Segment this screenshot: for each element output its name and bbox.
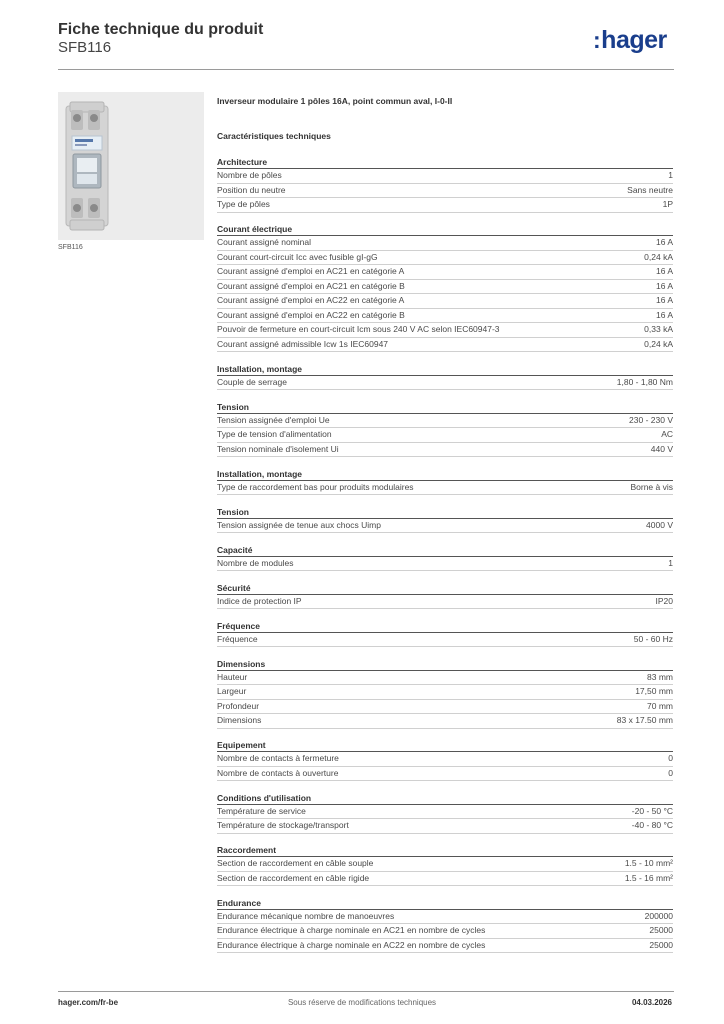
spec-label: Section de raccordement en câble rigide: [217, 872, 370, 883]
group-spacer: [217, 390, 673, 401]
spec-value: 50 - 60 Hz: [633, 633, 673, 644]
spec-label: Température de stockage/transport: [217, 820, 349, 830]
header-divider: [58, 69, 674, 70]
spec-row: [217, 338, 673, 353]
spec-group: [217, 506, 673, 534]
spec-row: [217, 633, 673, 648]
spec-value: 1: [668, 557, 673, 568]
group-spacer: [217, 834, 673, 845]
spec-group: [217, 582, 673, 610]
section-title: Caractéristiques techniques: [217, 131, 331, 141]
spec-label: Courant assigné d'emploi en AC22 en catégorie B: [217, 309, 405, 320]
spec-group-title: Conditions d'utilisation: [217, 792, 673, 805]
spec-group: [217, 897, 673, 954]
logo-colon-mark: :: [593, 27, 601, 53]
modular-switch-illustration: [58, 92, 204, 240]
spec-value: 200000: [644, 910, 673, 921]
spec-label: Courant assigné admissible Icw 1s IEC60947: [217, 338, 389, 349]
spec-value: 25000: [649, 925, 673, 935]
spec-label: Tension nominale d'isolement Ui: [217, 443, 339, 454]
spec-row: [217, 685, 673, 700]
product-image: [58, 92, 204, 240]
logo-text: hager: [601, 26, 667, 54]
spec-value: 0: [668, 753, 673, 763]
spec-value: 83 mm: [647, 671, 673, 682]
spec-row: [217, 557, 673, 572]
spec-row: [217, 819, 673, 834]
spec-label: Courant court-circuit Icc avec fusible gI-gG: [217, 251, 378, 262]
spec-group-title: Installation, montage: [217, 468, 673, 481]
group-spacer: [217, 533, 673, 544]
group-spacer: [217, 781, 673, 792]
spec-label: Nombre de contacts à fermeture: [217, 753, 339, 763]
spec-value: Borne à vis: [630, 481, 673, 492]
spec-group-title: Raccordement: [217, 844, 673, 857]
spec-label: Courant assigné d'emploi en AC21 en catégorie B: [217, 280, 405, 291]
spec-row: [217, 671, 673, 686]
spec-group: [217, 363, 673, 391]
spec-group-title: Courant électrique: [217, 223, 673, 236]
spec-value: 1,80 - 1,80 Nm: [616, 376, 673, 387]
spec-value: 16 A: [655, 266, 673, 276]
footer-disclaimer: Sous réserve de modifications techniques: [287, 998, 437, 1007]
group-spacer: [217, 213, 673, 224]
spec-value: 16 A: [655, 309, 673, 320]
spec-label: Tension assignée d'emploi Ue: [217, 414, 330, 425]
spec-value: 70 mm: [647, 700, 673, 711]
page-title: Fiche technique du produit: [58, 21, 264, 38]
spec-label: Dimensions: [217, 715, 262, 725]
spec-label: Courant assigné d'emploi en AC22 en catégorie A: [217, 295, 405, 305]
spec-value: -20 - 50 °C: [631, 805, 673, 816]
spec-row: [217, 924, 673, 939]
spec-label: Pouvoir de fermeture en court-circuit Icm sous 240 V AC selon IEC60947-3: [217, 324, 500, 334]
spec-value: AC: [661, 429, 673, 439]
spec-value: 440 V: [650, 443, 673, 454]
spec-group: [217, 401, 673, 458]
spec-label: Couple de serrage: [217, 376, 287, 387]
spec-label: Position du neutre: [217, 184, 286, 195]
spec-label: Largeur: [217, 686, 247, 696]
spec-label: Courant assigné d'emploi en AC21 en catégorie A: [217, 266, 405, 276]
spec-label: Tension assignée de tenue aux chocs Uimp: [217, 519, 381, 530]
spec-value: -40 - 80 °C: [631, 820, 673, 830]
group-spacer: [217, 352, 673, 363]
spec-label: Courant assigné nominal: [217, 237, 312, 247]
spec-row: [217, 309, 673, 324]
group-spacer: [217, 495, 673, 506]
spec-group: [217, 844, 673, 886]
spec-value: 16 A: [655, 295, 673, 305]
spec-label: Indice de protection IP: [217, 595, 302, 606]
group-spacer: [217, 609, 673, 620]
spec-value: IP20: [655, 595, 673, 606]
spec-row: [217, 805, 673, 820]
spec-group-title: Equipement: [217, 739, 673, 752]
spec-label: Température de service: [217, 805, 306, 816]
spec-row: [217, 872, 673, 887]
spec-row: [217, 251, 673, 266]
spec-label: Endurance mécanique nombre de manoeuvres: [217, 910, 395, 921]
spec-group: [217, 620, 673, 648]
spec-row: [217, 323, 673, 338]
spec-value: 17,50 mm: [635, 686, 673, 696]
spec-value: 16 A: [655, 280, 673, 291]
spec-label: Type de pôles: [217, 199, 270, 209]
group-spacer: [217, 886, 673, 897]
spec-row: [217, 752, 673, 767]
spec-row: [217, 714, 673, 729]
spec-value: 1: [668, 170, 673, 180]
group-spacer: [217, 457, 673, 468]
spec-row: [217, 294, 673, 309]
spec-row: [217, 767, 673, 782]
footer-divider: [58, 991, 674, 992]
spec-row: [217, 443, 673, 458]
spec-row: [217, 265, 673, 280]
spec-row: [217, 700, 673, 715]
spec-value: 1.5 - 16 mm²: [624, 872, 673, 883]
spec-group-title: Tension: [217, 401, 673, 414]
spec-value: 16 A: [655, 237, 673, 247]
spec-value: 25000: [649, 939, 673, 950]
spec-group-title: Sécurité: [217, 582, 673, 595]
spec-row: [217, 184, 673, 199]
spec-row: [217, 169, 673, 184]
spec-row: [217, 414, 673, 429]
spec-value: 1.5 - 10 mm²: [624, 858, 673, 868]
spec-value: 1P: [662, 199, 673, 209]
image-caption: SFB116: [58, 244, 83, 251]
spec-group: [217, 792, 673, 834]
spec-row: [217, 939, 673, 954]
spec-value: 0,24 kA: [644, 338, 673, 349]
spec-row: [217, 481, 673, 496]
spec-row: [217, 519, 673, 534]
spec-group-title: Capacité: [217, 544, 673, 557]
spec-row: [217, 376, 673, 391]
spec-label: Endurance électrique à charge nominale en AC21 en nombre de cycles: [217, 925, 486, 935]
spec-value: Sans neutre: [627, 184, 673, 195]
spec-value: 230 - 230 V: [629, 414, 673, 425]
group-spacer: [217, 647, 673, 658]
spec-label: Type de raccordement bas pour produits modulaires: [217, 481, 414, 492]
spec-group-title: Endurance: [217, 897, 673, 910]
spec-value: 0,24 kA: [644, 251, 673, 262]
group-spacer: [217, 729, 673, 740]
spec-value: 0,33 kA: [644, 324, 673, 334]
spec-label: Section de raccordement en câble souple: [217, 858, 374, 868]
spec-row: [217, 428, 673, 443]
group-spacer: [217, 571, 673, 582]
spec-group: [217, 739, 673, 781]
spec-group: [217, 156, 673, 213]
spec-label: Nombre de modules: [217, 557, 294, 568]
spec-label: Nombre de pôles: [217, 170, 282, 180]
spec-row: [217, 595, 673, 610]
spec-group: [217, 468, 673, 496]
spec-group-title: Tension: [217, 506, 673, 519]
spec-label: Type de tension d'alimentation: [217, 429, 332, 439]
spec-row: [217, 198, 673, 213]
product-reference: SFB116: [58, 39, 112, 56]
footer-date: 04.03.2026: [631, 998, 672, 1007]
spec-group-title: Fréquence: [217, 620, 673, 633]
product-description: Inverseur modulaire 1 pôles 16A, point commun aval, I-0-II: [217, 96, 453, 106]
spec-group: [217, 658, 673, 729]
spec-label: Hauteur: [217, 671, 248, 682]
footer-website[interactable]: hager.com/fr-be: [58, 998, 119, 1007]
spec-value: 0: [668, 767, 673, 778]
spec-group-title: Installation, montage: [217, 363, 673, 376]
spec-label: Nombre de contacts à ouverture: [217, 767, 339, 778]
spec-label: Profondeur: [217, 700, 260, 711]
spec-row: [217, 857, 673, 872]
spec-value: 83 x 17.50 mm: [616, 715, 673, 725]
spec-group: [217, 223, 673, 352]
specifications-table: [217, 156, 673, 953]
spec-group-title: Architecture: [217, 156, 673, 169]
spec-row: [217, 280, 673, 295]
hager-logo: [593, 28, 667, 53]
spec-row: [217, 910, 673, 925]
spec-label: Fréquence: [217, 633, 258, 644]
spec-group: [217, 544, 673, 572]
spec-group-title: Dimensions: [217, 658, 673, 671]
spec-row: [217, 236, 673, 251]
spec-label: Endurance électrique à charge nominale en AC22 en nombre de cycles: [217, 939, 486, 950]
spec-value: 4000 V: [646, 519, 673, 530]
